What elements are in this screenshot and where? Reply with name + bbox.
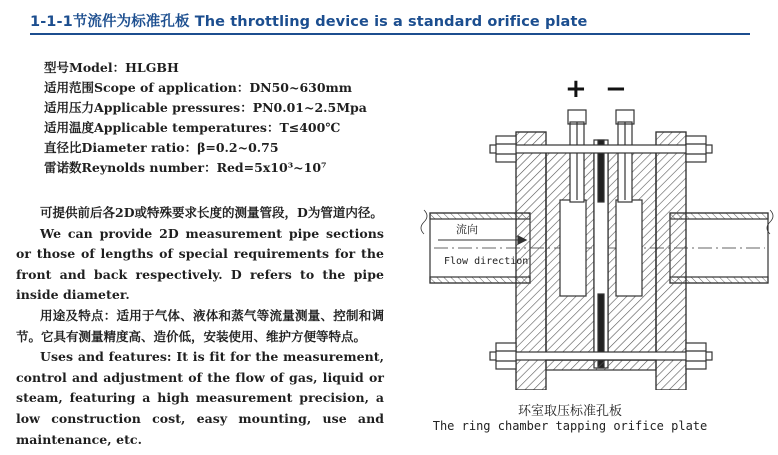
spec-model: 型号Model：HLGBH [44,60,179,75]
minus-sign: − [605,74,627,104]
spec-list [44,58,404,178]
figure-caption-zh: 环室取压标准孔板 [517,404,622,419]
spec-reynolds: 雷诺数Reynolds number：Red=5x10³~10⁷ [44,160,327,175]
flow-label-zh: 流向 [456,223,478,236]
desc-p2-en: Uses and features: It is fit for the measurement, control and adjustment of the flow of gas, liquid or steam, featuring a high measurement precision, a low construction cost, easy mounting, use and maintenance, etc. [16,349,384,447]
figure-caption-en: The ring chamber tapping orifice plate [432,419,708,433]
description [16,203,384,450]
top-bolt [490,145,712,153]
flow-label-en: Flow direction [444,256,529,267]
desc-p1-en: We can provide 2D measurement pipe sections or those of lengths of special requirements for the front and back respectively. D refers to the pipe inside diameter. [16,225,384,303]
section-title: 1-1-1节流件为标准孔板 The throttling device is a standard orifice plate [30,14,588,30]
section-header [30,6,750,34]
header-rule [30,33,750,35]
desc-p2-zh: 用途及特点：适用于气体、液体和蒸气等流量测量、控制和调节。它具有测量精度高、造价低，安装使用、维护方便等特点。 [16,307,384,344]
spec-diameter-ratio: 直径比Diameter ratio：β=0.2~0.75 [44,140,279,155]
spec-pressure: 适用压力Applicable pressures：PN0.01~2.5Mpa [44,100,367,115]
desc-p1-zh: 可提供前后各2D或特殊要求长度的测量管段，D为管道内径。 [40,205,383,220]
spec-temperature: 适用温度Applicable temperatures：T≤400℃ [44,120,341,135]
spec-scope: 适用范围Scope of application：DN50~630mm [44,80,353,95]
orifice-plate-drawing [420,70,778,390]
plus-sign: + [565,74,587,104]
right-flange [656,132,686,390]
bottom-bolt [490,352,712,360]
